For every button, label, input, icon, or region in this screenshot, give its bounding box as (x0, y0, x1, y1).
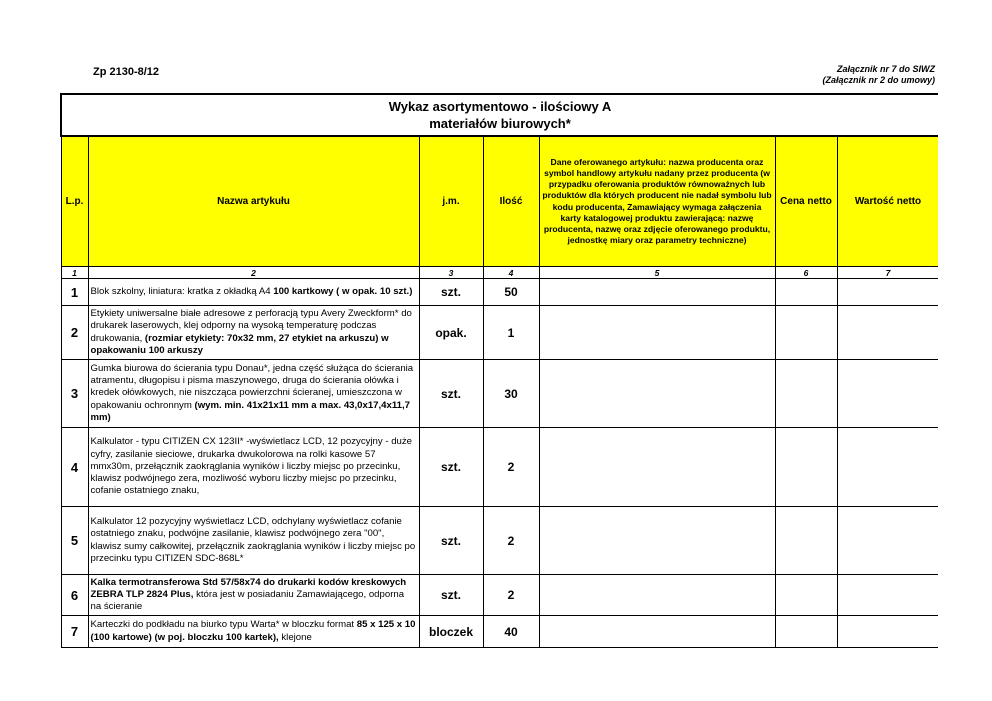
item-unit: szt. (419, 507, 483, 575)
document-reference-number: Zp 2130-8/12 (93, 66, 160, 78)
table-row (61, 428, 938, 507)
net-price-cell[interactable] (775, 428, 837, 507)
column-number: 2 (88, 267, 419, 279)
column-number: 5 (539, 267, 775, 279)
col-header-net-value: Wartość netto (837, 136, 938, 267)
column-number: 7 (837, 267, 938, 279)
row-number: 3 (61, 360, 88, 428)
item-name (88, 575, 419, 616)
column-number: 4 (483, 267, 539, 279)
item-unit: opak. (419, 306, 483, 360)
net-price-cell[interactable] (775, 360, 837, 428)
row-number: 2 (61, 306, 88, 360)
offer-data-cell[interactable] (539, 575, 775, 616)
item-name (88, 360, 419, 428)
item-unit: szt. (419, 279, 483, 306)
table-row (61, 507, 938, 575)
row-number: 5 (61, 507, 88, 575)
item-name-bold: (wym. min. 41x21x11 mm a max. 43,0x17,4x11,7 mm) (90, 399, 410, 423)
offer-data-cell[interactable] (539, 306, 775, 360)
table-row (61, 306, 938, 360)
item-quantity: 40 (483, 616, 539, 648)
net-price-cell[interactable] (775, 306, 837, 360)
assortment-sheet (60, 93, 938, 649)
table-row (61, 575, 938, 616)
item-name (88, 306, 419, 360)
item-quantity: 30 (483, 360, 539, 428)
table-row (61, 360, 938, 428)
item-name (88, 616, 419, 648)
item-name-tail: klejone (278, 631, 312, 643)
net-value-cell[interactable] (837, 360, 938, 428)
net-value-cell[interactable] (837, 428, 938, 507)
table-title (61, 94, 938, 136)
net-price-cell[interactable] (775, 279, 837, 306)
offer-data-cell[interactable] (539, 428, 775, 507)
col-header-net-price: Cena netto (775, 136, 837, 267)
net-value-cell[interactable] (837, 575, 938, 616)
col-header-lp: L.p. (61, 136, 88, 267)
item-quantity: 50 (483, 279, 539, 306)
item-name (88, 428, 419, 507)
offer-data-cell[interactable] (539, 507, 775, 575)
net-price-cell[interactable] (775, 507, 837, 575)
item-name (88, 279, 419, 306)
row-number: 6 (61, 575, 88, 616)
col-header-unit: j.m. (419, 136, 483, 267)
item-unit: szt. (419, 360, 483, 428)
item-name-bold: 100 kartkowy ( w opak. 10 szt.) (273, 285, 413, 297)
attachment-note-line-1: Załącznik nr 7 do SIWZ (836, 64, 935, 74)
item-unit: szt. (419, 575, 483, 616)
net-value-cell[interactable] (837, 616, 938, 648)
item-quantity: 2 (483, 507, 539, 575)
item-name-text: Blok szkolny, liniatura: kratka z okładką A4 (90, 285, 274, 297)
net-value-cell[interactable] (837, 507, 938, 575)
table-title-line-1: Wykaz asortymentowo - ilościowy A (388, 99, 612, 114)
offer-data-cell[interactable] (539, 616, 775, 648)
item-name-text: Gumka biurowa do ścierania typu Donau*, jedna część służąca do ścierania atramentu, długopisu i pisma maszynowego, druga do ścierania ołówka i kredek ołówkowych, nie niszcząca powierzchni ścieranej, umieszczona w opakowaniu ochronnym (90, 362, 414, 411)
col-header-offer-data: Dane oferowanego artykułu: nazwa producenta oraz symbol handlowy artykułu nadany przez producenta (w przypadku oferowania produktów równoważnych lub produktów dla których producent nie nadał symbolu lub kodu producenta, Zamawiający wymaga załączenia karty katalogowej produktu zawierającą: nazwę producenta, nazwę oraz zdjęcie oferowanego produktu, jednostkę miary oraz parametry techniczne) (539, 136, 775, 267)
attachment-note-line-2: (Załącznik nr 2 do umowy) (822, 75, 935, 85)
column-number-row (61, 267, 938, 279)
net-value-cell[interactable] (837, 306, 938, 360)
net-value-cell[interactable] (837, 279, 938, 306)
row-number: 4 (61, 428, 88, 507)
offer-data-cell[interactable] (539, 279, 775, 306)
column-number: 3 (419, 267, 483, 279)
assortment-table (60, 93, 938, 648)
item-name-bold: Kalka termotransferowa Std 57/58x74 do drukarki kodów kreskowych ZEBRA TLP 2824 Plus, (90, 576, 407, 600)
col-header-qty: Ilość (483, 136, 539, 267)
item-quantity: 2 (483, 575, 539, 616)
net-price-cell[interactable] (775, 616, 837, 648)
item-name-text: Etykiety uniwersalne białe adresowe z perforacją typu Avery Zweckform* do drukarek laserowych, klej odporny na wysoką temperaturę podczas drukowania, (90, 308, 412, 344)
net-price-cell[interactable] (775, 575, 837, 616)
table-row (61, 616, 938, 648)
item-quantity: 1 (483, 306, 539, 360)
offer-data-cell[interactable] (539, 360, 775, 428)
item-name-text: Karteczki do podkładu na biurko typu Warta* w bloczku format (90, 619, 357, 631)
item-unit: szt. (419, 428, 483, 507)
column-header-row (61, 136, 938, 267)
item-unit: bloczek (419, 616, 483, 648)
row-number: 1 (61, 279, 88, 306)
item-name-bold: (rozmiar etykiety: 70x32 mm, 27 etykiet na arkuszu) w opakowaniu 100 arkuszy (90, 332, 389, 356)
item-quantity: 2 (483, 428, 539, 507)
attachment-note (822, 64, 935, 86)
item-name-bold: 85 x 125 x 10 (100 kartowe) (w poj. bloczku 100 kartek), (90, 619, 416, 643)
item-name-text: Kalkulator - typu CITIZEN CX 123II* -wyświetlacz LCD, 12 pozycyjny - duże cyfry, zasilanie sieciowe, drukarka dwukolorowa na rolki kasowe 57 mmx30m, przełącznik zaokrąglania wyników i liczby miejsc po przecinku, klawisz podwójnego zera, mozliwość wyboru liczby miejsc po przecinku, cofanie ostatniego znaku, (90, 436, 413, 497)
col-header-name: Nazwa artykułu (88, 136, 419, 267)
item-name-text: Kalkulator 12 pozycyjny wyświetlacz LCD, odchylany wyświetlacz cofanie ostatniego znaku, podwójne zasilanie, klawisz podwójnego zera "00", klawisz sumy całkowitej, przełącznik zaokrąglania wyników i liczby miejsc po przecinku typu CITIZEN SDC-868L* (90, 516, 416, 564)
column-number: 1 (61, 267, 88, 279)
column-number: 6 (775, 267, 837, 279)
table-row (61, 279, 938, 306)
table-title-line-2: materiałów biurowych* (429, 116, 571, 131)
row-number: 7 (61, 616, 88, 648)
item-name-tail: która jest w posiadaniu Zamawiającego, odporna na ścieranie (90, 588, 405, 613)
item-name (88, 507, 419, 575)
